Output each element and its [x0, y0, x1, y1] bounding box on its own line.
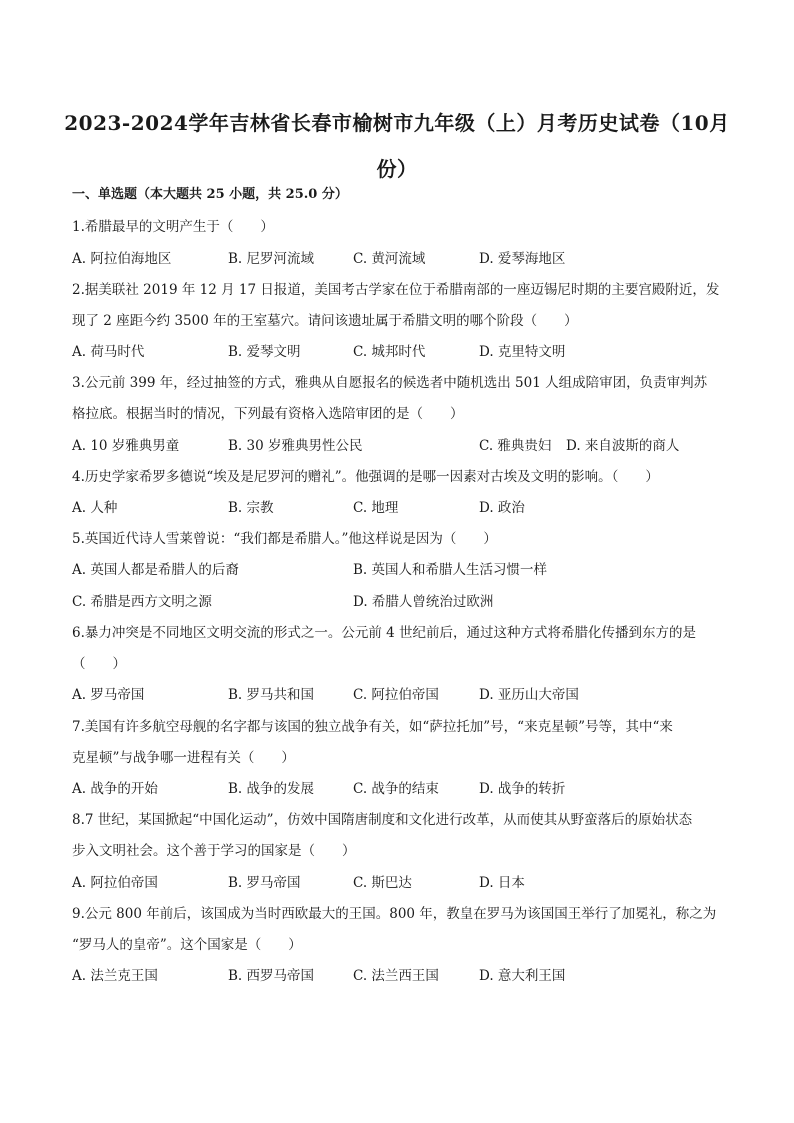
question-4-option-d: D. 政治: [479, 500, 525, 516]
question-8-option-d: D. 日本: [479, 875, 525, 891]
exam-title: [60, 100, 734, 192]
question-5-option-c: C. 希腊是西方文明之源: [72, 594, 212, 610]
question-2-option-b: B. 爱琴文明: [228, 344, 301, 360]
question-6-option-b: B. 罗马共和国: [228, 687, 315, 703]
question-8-text-line-1: 8.7 世纪，某国掀起“中国化运动”，仿效中国隋唐制度和文化进行改革，从而使其从野蛮落后的原始状态: [72, 812, 693, 828]
section-heading: 一、单选题（本大题共 25 小题，共 25.0 分）: [72, 187, 348, 202]
question-3-text-line-1: 3.公元前 399 年，经过抽签的方式，雅典从自愿报名的候选者中随机选出 501 人组成陪审团，负责审判苏: [72, 375, 708, 391]
question-4-option-b: B. 宗教: [228, 500, 274, 516]
question-1-option-c: C. 黄河流域: [353, 251, 426, 267]
question-9-text-line-2: “罗马人的皇帝”。这个国家是（ ）: [72, 937, 302, 953]
question-3-option-c: C. 雅典贵妇: [479, 438, 552, 454]
question-4-option-c: C. 地理: [353, 500, 399, 516]
question-3-option-a: A. 10 岁雅典男童: [72, 438, 180, 454]
question-7-option-d: D. 战争的转折: [479, 781, 566, 797]
exam-title-line-2: 份）: [376, 157, 418, 181]
question-8-option-a: A. 阿拉伯帝国: [72, 875, 158, 891]
question-7-option-c: C. 战争的结束: [353, 781, 439, 797]
question-5-option-a: A. 英国人都是希腊人的后裔: [72, 562, 239, 578]
question-2-text-line-1: 2.据美联社 2019 年 12 月 17 日报道，美国考古学家在位于希腊南部的一座迈锡尼时期的主要宫殿附近，发: [72, 282, 720, 298]
question-6-text-line-2: （ ）: [72, 656, 126, 672]
question-9-option-d: D. 意大利王国: [479, 968, 566, 984]
question-6-text-line-1: 6.暴力冲突是不同地区文明交流的形式之一。公元前 4 世纪前后，通过这种方式将希腊化传播到东方的是: [72, 625, 697, 641]
question-6-option-a: A. 罗马帝国: [72, 687, 145, 703]
question-1-option-d: D. 爱琴海地区: [479, 251, 566, 267]
question-1-option-a: A. 阿拉伯海地区: [72, 251, 172, 267]
question-8-option-c: C. 斯巴达: [353, 875, 412, 891]
question-7-text-line-1: 7.美国有许多航空母舰的名字都与该国的独立战争有关，如“萨拉托加”号，“来克星顿”号等，其中“来: [72, 719, 673, 735]
question-7-text-line-2: 克星顿”与战争哪一进程有关（ ）: [72, 750, 295, 766]
question-7-option-b: B. 战争的发展: [228, 781, 315, 797]
question-6-option-c: C. 阿拉伯帝国: [353, 687, 439, 703]
question-8-text-line-2: 步入文明社会。这个善于学习的国家是（ ）: [72, 843, 356, 859]
question-5-option-b: B. 英国人和希腊人生活习惯一样: [353, 562, 548, 578]
question-6-option-d: D. 亚历山大帝国: [479, 687, 579, 703]
question-9-option-b: B. 西罗马帝国: [228, 968, 315, 984]
question-9-text-line-1: 9.公元 800 年前后，该国成为当时西欧最大的王国。800 年，教皇在罗马为该国国王举行了加冕礼，称之为: [72, 906, 717, 922]
question-2-option-c: C. 城邦时代: [353, 344, 426, 360]
question-9-option-a: A. 法兰克王国: [72, 968, 158, 984]
question-4-text: 4.历史学家希罗多德说“埃及是尼罗河的赠礼”。他强调的是哪一因素对古埃及文明的影响。（ ）: [72, 469, 659, 485]
exam-title-line-1: 2023-2024学年吉林省长春市榆树市九年级（上）月考历史试卷（10月: [64, 111, 730, 135]
question-5-text: 5.英国近代诗人雪莱曾说：“我们都是希腊人。”他这样说是因为（ ）: [72, 531, 497, 547]
question-3-option-d: D. 来自波斯的商人: [566, 438, 680, 454]
question-2-text-line-2: 现了 2 座距今约 3500 年的王室墓穴。请问该遗址属于希腊文明的哪个阶段（ ）: [72, 313, 578, 329]
question-3-option-b: B. 30 岁雅典男性公民: [228, 438, 363, 454]
question-7-option-a: A. 战争的开始: [72, 781, 158, 797]
question-2-option-a: A. 荷马时代: [72, 344, 145, 360]
question-8-option-b: B. 罗马帝国: [228, 875, 301, 891]
question-3-text-line-2: 格拉底。根据当时的情况，下列最有资格入选陪审团的是（ ）: [72, 406, 464, 422]
question-9-option-c: C. 法兰西王国: [353, 968, 439, 984]
question-1-option-b: B. 尼罗河流域: [228, 251, 315, 267]
question-4-option-a: A. 人种: [72, 500, 118, 516]
question-1-text: 1.希腊最早的文明产生于（ ）: [72, 219, 274, 235]
question-5-option-d: D. 希腊人曾统治过欧洲: [353, 594, 494, 610]
question-2-option-d: D. 克里特文明: [479, 344, 566, 360]
